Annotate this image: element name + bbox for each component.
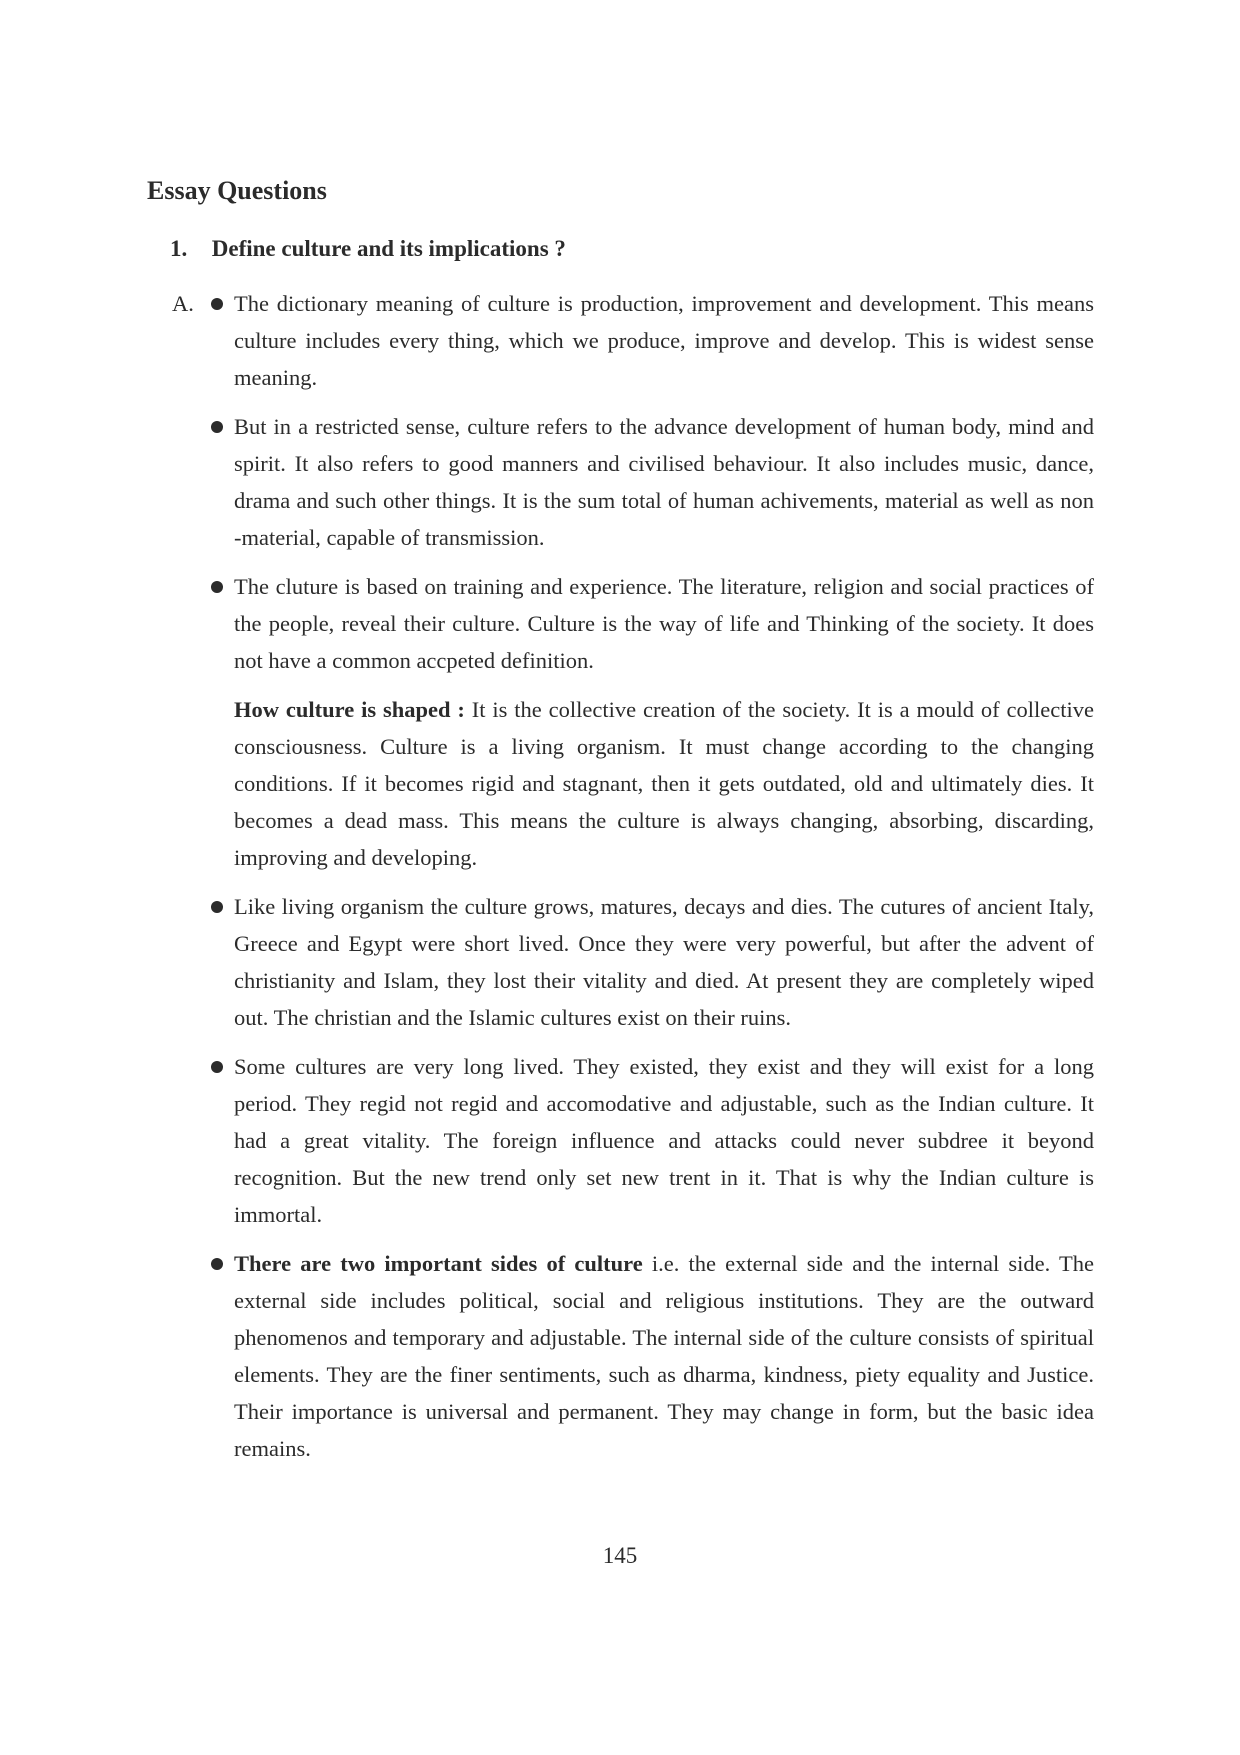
- question-number: 1.: [170, 236, 188, 261]
- sides-lead: There are two important sides of culture: [234, 1251, 643, 1276]
- bullet-text: The dictionary meaning of culture is production, improvement and development. This means culture includes every thing, which we produce, improve and develop. This is widest sense meaning.: [234, 291, 1094, 390]
- shaped-paragraph: [234, 691, 1094, 876]
- sides-text: i.e. the external side and the internal side. The external side includes political, social and religious institutions. They are the outward phenomenos and temporary and adjustable. The internal side of the culture consists of spiritual elements. They are the finer sentiments, such as dharma, kindness, piety equality and Justice. Their importance is universal and permanent. They may change in form, but the basic idea remains.: [234, 1251, 1094, 1461]
- bullet-item: [234, 1048, 1094, 1233]
- section-title: Essay Questions: [147, 176, 327, 205]
- bullet-item: [234, 568, 1094, 679]
- page-number: 145: [602, 1543, 638, 1568]
- bullet-item: [234, 408, 1094, 556]
- answer-label: A.: [172, 291, 194, 316]
- shaped-text: It is the collective creation of the society. It is a mould of collective consciousness. Culture is a living organism. It must change according to the changing conditions. If it becomes rigid and stagnant, then it gets outdated, old and ultimately dies. It becomes a dead mass. This means the culture is always changing, absorbing, discarding, improving and developing.: [234, 697, 1094, 870]
- bullet-icon: [211, 901, 223, 913]
- bullet-text: Like living organism the culture grows, matures, decays and dies. The cutures of ancient Italy, Greece and Egypt were short lived. Once they were very powerful, but after the advent of christianity and Islam, they lost their vitality and died. At present they are completely wiped out. The christian and the Islamic cultures exist on their ruins.: [234, 894, 1094, 1030]
- shaped-heading: How culture is shaped :: [234, 697, 465, 722]
- answer-body: [234, 285, 1094, 1479]
- question-text: Define culture and its implications ?: [211, 236, 566, 261]
- bullet-text: The cluture is based on training and experience. The literature, religion and social practices of the people, reveal their culture. Culture is the way of life and Thinking of the society. It does not have a common accpeted definition.: [234, 574, 1094, 673]
- bullet-item: [234, 1245, 1094, 1467]
- bullet-text: But in a restricted sense, culture refers to the advance development of human body, mind and spirit. It also refers to good manners and civilised behaviour. It also includes music, dance, drama and such other things. It is the sum total of human achivements, material as well as non -material, capable of transmission.: [234, 414, 1094, 550]
- question-heading: [170, 233, 566, 265]
- bullet-item: [234, 285, 1094, 396]
- bullet-icon: [211, 1258, 223, 1270]
- bullet-icon: [211, 298, 223, 310]
- bullet-icon: [211, 1061, 223, 1073]
- bullet-icon: [211, 581, 223, 593]
- bullet-item: [234, 888, 1094, 1036]
- bullet-icon: [211, 421, 223, 433]
- bullet-text: Some cultures are very long lived. They existed, they exist and they will exist for a long period. They regid not regid and accomodative and adjustable, such as the Indian culture. It had a great vitality. The foreign influence and attacks could never subdree it beyond recognition. But the new trend only set new trent in it. That is why the Indian culture is immortal.: [234, 1054, 1094, 1227]
